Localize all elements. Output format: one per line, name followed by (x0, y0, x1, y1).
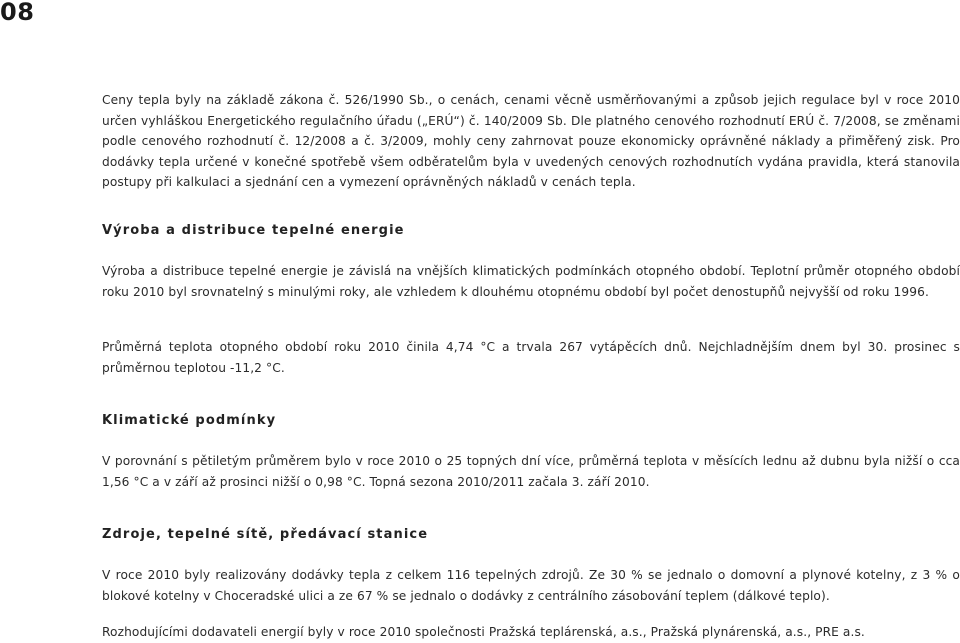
production-paragraph-2: Průměrná teplota otopného období roku 2010 činila 4,74 °C a trvala 267 vytápěcích dnů. Nejchladnějším dnem byl 30. prosinec s průměrnou teplotou -11,2 °C. (102, 340, 960, 375)
sources-paragraph-1: V roce 2010 byly realizovány dodávky tepla z celkem 116 tepelných zdrojů. Ze 30 % se jednalo o domovní a plynové kotelny, z 3 % o blokové kotelny v Choceradské ulici a ze 67 % se jednalo o dodávky z centrálního zásobování teplem (dálkové teplo). (102, 568, 960, 603)
page-number: 08 (0, 0, 35, 26)
section-heading-climate: Klimatické podmínky (102, 413, 277, 428)
climate-paragraph-1: V porovnání s pětiletým průměrem bylo v roce 2010 o 25 topných dní více, průměrná teplota v měsících lednu až dubnu byla nižší o cca 1,56 °C a v září až prosinci nižší o 0,98 °C. Topná sezona 2010/2011 začala 3. září 2010. (102, 454, 960, 489)
section-heading-production: Výroba a distribuce tepelné energie (102, 223, 405, 238)
page-number-tab (0, 0, 58, 30)
section-heading-sources: Zdroje, tepelné sítě, předávací stanice (102, 527, 429, 542)
intro-paragraph: Ceny tepla byly na základě zákona č. 526/1990 Sb., o cenách, cenami věcně usměrňovanými a způsob jejich regulace byl v roce 2010 určen vyhláškou Energetického regulačního úřadu („ERÚ“) č. 140/2009 Sb. Dle platného cenového rozhodnutí ERÚ č. 7/2008, se změnami podle cenového rozhodnutí č. 12/2008 a č. 3/2009, mohly ceny zahrnovat pouze ekonomicky oprávněné náklady a přiměřený zisk. Pro dodávky tepla určené v konečné spotřebě všem odběratelům byla v uvedených cenových rozhodnutích vydána pravidla, která stanovila postupy při kalkulaci a sjednání cen a vymezení oprávněných nákladů v cenách tepla. (102, 93, 960, 190)
sources-paragraph-2: Rozhodujícími dodavateli energií byly v roce 2010 společnosti Pražská teplárenská, a.s., Pražská plynárenská, a.s., PRE a.s. (102, 625, 865, 639)
production-paragraph-1: Výroba a distribuce tepelné energie je závislá na vnějších klimatických podmínkách otopného období. Teplotní průměr otopného období roku 2010 byl srovnatelný s minulými roky, ale vzhledem k dlouhému otopnému období byl počet denostupňů nejvyšší od roku 1996. (102, 264, 960, 299)
